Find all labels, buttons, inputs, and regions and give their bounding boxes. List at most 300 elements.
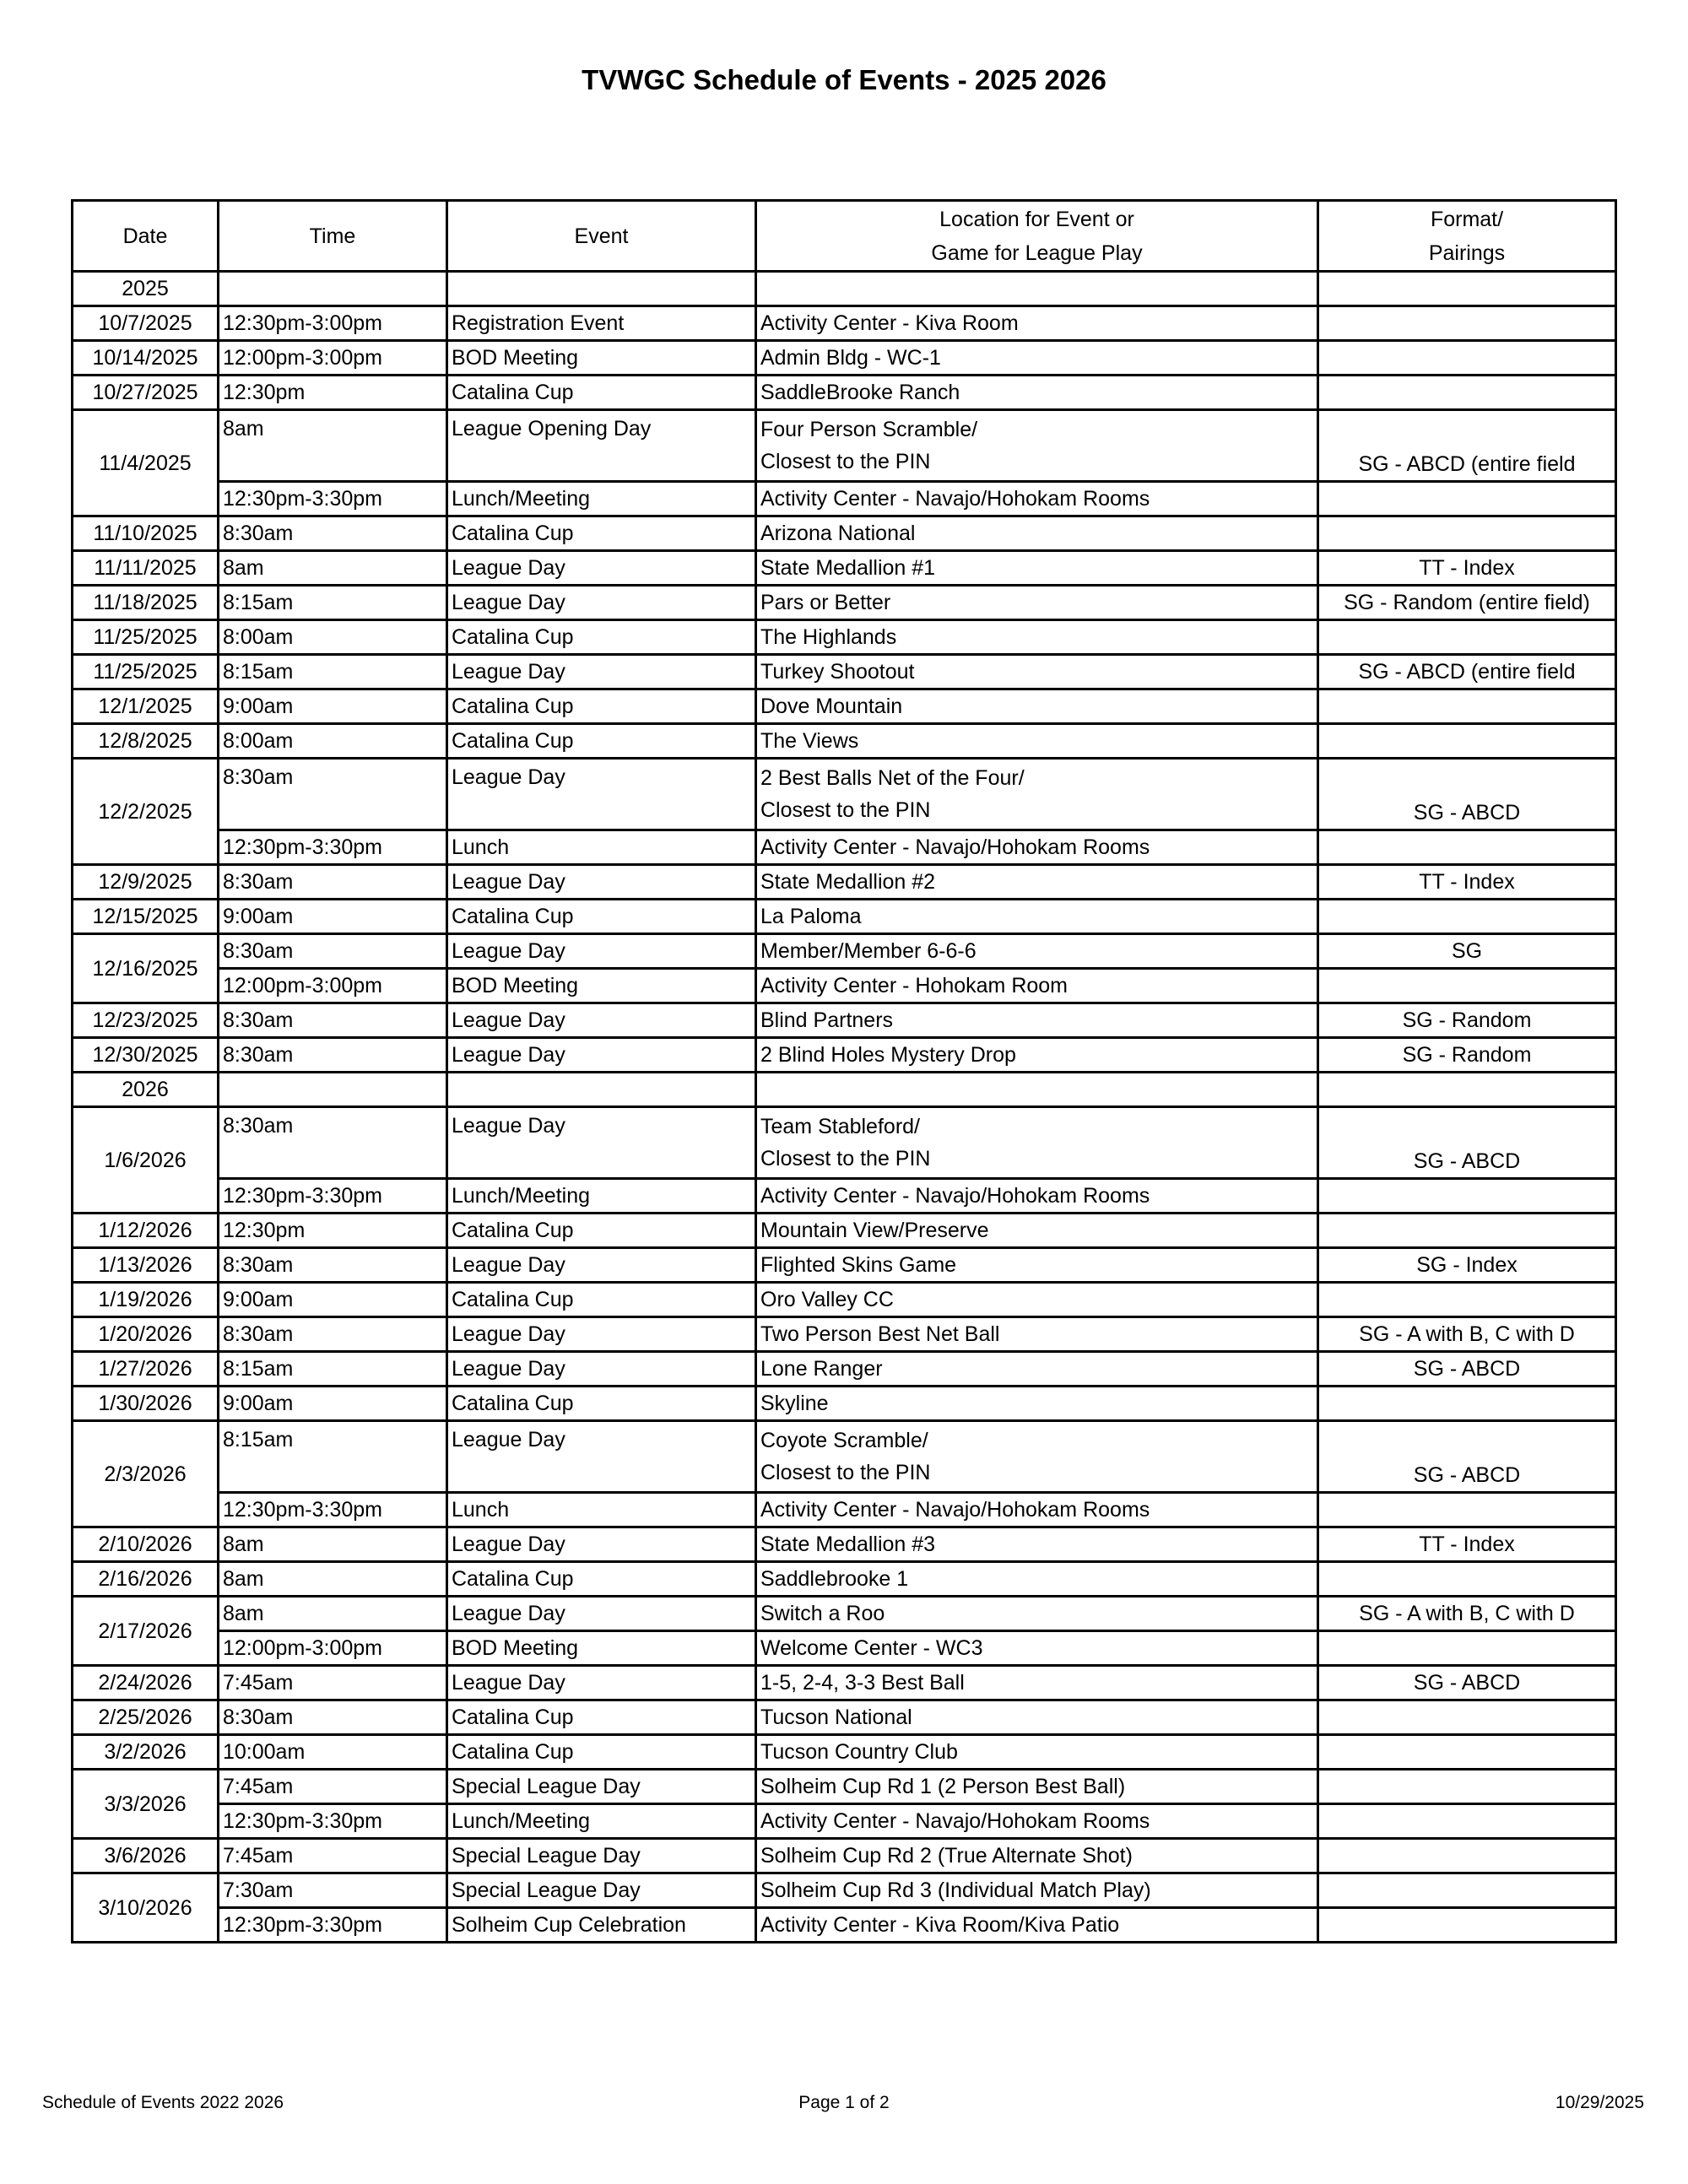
format-cell: SG - A with B, C with D	[1318, 1597, 1616, 1631]
format-cell: TT - Index	[1318, 865, 1616, 900]
event-cell: Special League Day	[447, 1839, 756, 1873]
date-cell: 2/25/2026	[73, 1700, 219, 1735]
table-row	[73, 1597, 1616, 1631]
event-cell: Solheim Cup Celebration	[447, 1908, 756, 1943]
format-cell: SG - ABCD	[1318, 1666, 1616, 1700]
location-cell	[756, 865, 1318, 900]
date-cell: 2/10/2026	[73, 1527, 219, 1562]
time-cell: 12:30pm-3:00pm	[219, 306, 447, 341]
location-line: State Medallion #1	[760, 556, 936, 580]
format-cell	[1318, 900, 1616, 934]
location-cell	[756, 1387, 1318, 1421]
event-cell: Lunch/Meeting	[447, 1804, 756, 1839]
table-row	[73, 1493, 1616, 1527]
location-cell	[756, 724, 1318, 759]
event-cell: Special League Day	[447, 1873, 756, 1908]
event-cell: League Day	[447, 865, 756, 900]
time-cell: 9:00am	[219, 689, 447, 724]
date-cell: 11/11/2025	[73, 551, 219, 586]
table-row	[73, 586, 1616, 620]
event-cell: League Opening Day	[447, 410, 756, 482]
location-cell	[756, 1770, 1318, 1804]
time-cell: 9:00am	[219, 1387, 447, 1421]
year-label: 2026	[73, 1073, 219, 1107]
date-cell: 10/7/2025	[73, 306, 219, 341]
time-cell: 7:30am	[219, 1873, 447, 1908]
format-cell	[1318, 1283, 1616, 1317]
format-cell: SG - Random	[1318, 1038, 1616, 1073]
table-row	[73, 1003, 1616, 1038]
table-row	[73, 1317, 1616, 1352]
table-row	[73, 1873, 1616, 1908]
time-cell: 12:30pm-3:30pm	[219, 1908, 447, 1943]
format-cell	[1318, 516, 1616, 551]
date-cell: 10/27/2025	[73, 376, 219, 410]
format-cell: TT - Index	[1318, 551, 1616, 586]
format-cell: SG - Index	[1318, 1248, 1616, 1283]
location-line: Closest to the PIN	[760, 1461, 931, 1484]
date-cell: 12/2/2025	[73, 759, 219, 865]
time-cell: 8:30am	[219, 759, 447, 830]
location-line: Solheim Cup Rd 3 (Individual Match Play)	[760, 1879, 1151, 1902]
table-row	[73, 969, 1616, 1003]
date-cell: 1/6/2026	[73, 1107, 219, 1214]
format-cell: SG - ABCD	[1318, 759, 1616, 830]
table-row	[73, 410, 1616, 482]
format-cell	[1318, 1387, 1616, 1421]
table-row	[73, 1387, 1616, 1421]
time-cell: 12:30pm-3:30pm	[219, 1804, 447, 1839]
format-cell	[1318, 376, 1616, 410]
footer-page-number: Page 1 of 2	[798, 2093, 890, 2112]
table-row	[73, 482, 1616, 516]
location-line: Two Person Best Net Ball	[760, 1322, 1000, 1346]
event-cell: Special League Day	[447, 1770, 756, 1804]
time-cell: 7:45am	[219, 1839, 447, 1873]
header-format-line: Pairings	[1428, 241, 1506, 265]
location-line: Switch a Roo	[760, 1602, 885, 1625]
format-cell: SG - ABCD	[1318, 1352, 1616, 1387]
table-row	[73, 655, 1616, 689]
location-cell	[756, 1248, 1318, 1283]
format-cell	[1318, 1804, 1616, 1839]
table-row	[73, 1908, 1616, 1943]
header-location	[756, 201, 1318, 272]
empty-cell	[447, 1073, 756, 1107]
location-line: 2 Best Balls Net of the Four/	[760, 766, 1025, 790]
table-row	[73, 551, 1616, 586]
format-cell	[1318, 620, 1616, 655]
event-cell: Catalina Cup	[447, 1214, 756, 1248]
location-cell	[756, 1317, 1318, 1352]
time-cell: 8:30am	[219, 1038, 447, 1073]
date-cell: 1/19/2026	[73, 1283, 219, 1317]
header-location-line: Location for Event or	[939, 207, 1134, 231]
format-cell: SG	[1318, 934, 1616, 969]
event-cell: League Day	[447, 586, 756, 620]
location-line: Mountain View/Preserve	[760, 1219, 989, 1242]
table-row	[73, 341, 1616, 376]
location-cell	[756, 759, 1318, 830]
location-line: Closest to the PIN	[760, 798, 931, 822]
format-cell: SG - ABCD	[1318, 1107, 1616, 1179]
time-cell: 12:30pm-3:30pm	[219, 482, 447, 516]
event-cell: League Day	[447, 1352, 756, 1387]
location-cell	[756, 969, 1318, 1003]
event-cell: BOD Meeting	[447, 969, 756, 1003]
time-cell: 8:30am	[219, 1248, 447, 1283]
event-cell: Registration Event	[447, 306, 756, 341]
location-line: La Paloma	[760, 905, 862, 928]
table-row	[73, 1352, 1616, 1387]
time-cell: 12:00pm-3:00pm	[219, 341, 447, 376]
time-cell: 12:00pm-3:00pm	[219, 969, 447, 1003]
location-cell	[756, 1666, 1318, 1700]
event-cell: Catalina Cup	[447, 516, 756, 551]
format-cell: SG - ABCD (entire field	[1318, 410, 1616, 482]
event-cell: League Day	[447, 655, 756, 689]
table-row	[73, 1038, 1616, 1073]
date-cell: 11/18/2025	[73, 586, 219, 620]
header-format-line: Format/	[1430, 207, 1504, 231]
event-cell: League Day	[447, 1527, 756, 1562]
location-line: Closest to the PIN	[760, 1147, 931, 1170]
location-line: Coyote Scramble/	[760, 1429, 928, 1452]
table-row	[73, 1700, 1616, 1735]
date-cell: 3/3/2026	[73, 1770, 219, 1839]
time-cell: 8:15am	[219, 1421, 447, 1493]
format-cell	[1318, 1562, 1616, 1597]
location-cell	[756, 586, 1318, 620]
date-cell: 3/2/2026	[73, 1735, 219, 1770]
date-cell: 12/9/2025	[73, 865, 219, 900]
location-cell	[756, 341, 1318, 376]
location-line: Four Person Scramble/	[760, 418, 978, 441]
location-line: Saddlebrooke 1	[760, 1567, 909, 1591]
empty-cell	[219, 272, 447, 306]
location-line: Closest to the PIN	[760, 450, 931, 473]
table-row	[73, 759, 1616, 830]
table-row	[73, 1527, 1616, 1562]
time-cell: 8:15am	[219, 655, 447, 689]
table-row	[73, 1735, 1616, 1770]
location-cell	[756, 1493, 1318, 1527]
format-cell: SG - ABCD	[1318, 1421, 1616, 1493]
time-cell: 8am	[219, 551, 447, 586]
table-row	[73, 1631, 1616, 1666]
table-row	[73, 306, 1616, 341]
year-label: 2025	[73, 272, 219, 306]
date-cell: 1/13/2026	[73, 1248, 219, 1283]
location-line: Member/Member 6-6-6	[760, 939, 977, 963]
location-cell	[756, 482, 1318, 516]
time-cell: 8:30am	[219, 1700, 447, 1735]
date-cell: 12/1/2025	[73, 689, 219, 724]
location-line: State Medallion #2	[760, 870, 936, 894]
location-cell	[756, 1527, 1318, 1562]
location-line: SaddleBrooke Ranch	[760, 381, 960, 404]
table-row	[73, 1214, 1616, 1248]
location-line: Solheim Cup Rd 1 (2 Person Best Ball)	[760, 1775, 1126, 1798]
location-line: State Medallion #3	[760, 1533, 936, 1556]
location-cell	[756, 1283, 1318, 1317]
empty-cell	[1318, 272, 1616, 306]
event-cell: Catalina Cup	[447, 1387, 756, 1421]
date-cell: 3/10/2026	[73, 1873, 219, 1943]
location-line: Solheim Cup Rd 2 (True Alternate Shot)	[760, 1844, 1133, 1868]
location-line: Blind Partners	[760, 1008, 894, 1032]
date-cell: 1/12/2026	[73, 1214, 219, 1248]
event-cell: Catalina Cup	[447, 1735, 756, 1770]
table-row	[73, 830, 1616, 865]
location-cell	[756, 551, 1318, 586]
event-cell: Catalina Cup	[447, 689, 756, 724]
location-line: Pars or Better	[760, 591, 891, 614]
empty-cell	[756, 1073, 1318, 1107]
date-cell: 1/20/2026	[73, 1317, 219, 1352]
event-cell: League Day	[447, 1666, 756, 1700]
empty-cell	[756, 272, 1318, 306]
location-line: Team Stableford/	[760, 1115, 920, 1138]
location-line: Arizona National	[760, 522, 916, 545]
header-format	[1318, 201, 1616, 272]
table-row	[73, 1248, 1616, 1283]
location-line: The Highlands	[760, 625, 897, 649]
format-cell	[1318, 1700, 1616, 1735]
date-cell: 1/30/2026	[73, 1387, 219, 1421]
location-cell	[756, 516, 1318, 551]
location-line: Activity Center - Hohokam Room	[760, 974, 1069, 997]
format-cell	[1318, 1631, 1616, 1666]
location-line: Activity Center - Navajo/Hohokam Rooms	[760, 1809, 1150, 1833]
location-line: Flighted Skins Game	[760, 1253, 957, 1277]
event-cell: Catalina Cup	[447, 1283, 756, 1317]
date-cell: 12/23/2025	[73, 1003, 219, 1038]
location-line: Activity Center - Navajo/Hohokam Rooms	[760, 1498, 1150, 1522]
format-cell	[1318, 724, 1616, 759]
event-cell: League Day	[447, 1421, 756, 1493]
table-row	[73, 865, 1616, 900]
time-cell: 8:30am	[219, 1317, 447, 1352]
date-cell: 12/8/2025	[73, 724, 219, 759]
event-cell: BOD Meeting	[447, 1631, 756, 1666]
time-cell: 8am	[219, 1527, 447, 1562]
location-cell	[756, 1179, 1318, 1214]
date-cell: 11/25/2025	[73, 655, 219, 689]
location-cell	[756, 1107, 1318, 1179]
schedule-body	[73, 272, 1616, 1943]
time-cell: 12:30pm-3:30pm	[219, 1179, 447, 1214]
date-cell: 2/17/2026	[73, 1597, 219, 1666]
empty-cell	[1318, 1073, 1616, 1107]
header-time: Time	[219, 201, 447, 272]
time-cell: 9:00am	[219, 1283, 447, 1317]
location-cell	[756, 1908, 1318, 1943]
event-cell: League Day	[447, 1003, 756, 1038]
time-cell: 8:30am	[219, 1107, 447, 1179]
location-line: Turkey Shootout	[760, 660, 915, 684]
location-line: The Views	[760, 729, 859, 753]
location-line: Activity Center - Navajo/Hohokam Rooms	[760, 835, 1150, 859]
format-cell	[1318, 689, 1616, 724]
event-cell: Catalina Cup	[447, 620, 756, 655]
location-cell	[756, 1003, 1318, 1038]
location-cell	[756, 1804, 1318, 1839]
year-row	[73, 1073, 1616, 1107]
location-cell	[756, 900, 1318, 934]
date-cell: 1/27/2026	[73, 1352, 219, 1387]
format-cell	[1318, 1214, 1616, 1248]
event-cell: League Day	[447, 1597, 756, 1631]
location-line: Dove Mountain	[760, 695, 903, 718]
event-cell: League Day	[447, 1038, 756, 1073]
location-line: Oro Valley CC	[760, 1288, 894, 1311]
location-cell	[756, 1421, 1318, 1493]
location-cell	[756, 410, 1318, 482]
time-cell: 8am	[219, 410, 447, 482]
location-cell	[756, 830, 1318, 865]
time-cell: 12:30pm-3:30pm	[219, 1493, 447, 1527]
time-cell: 8:00am	[219, 724, 447, 759]
event-cell: League Day	[447, 934, 756, 969]
table-row	[73, 1283, 1616, 1317]
time-cell: 8:00am	[219, 620, 447, 655]
table-row	[73, 516, 1616, 551]
time-cell: 8am	[219, 1597, 447, 1631]
location-line: Tucson National	[760, 1706, 912, 1729]
footer-document-name: Schedule of Events 2022 2026	[42, 2093, 284, 2112]
format-cell: SG - A with B, C with D	[1318, 1317, 1616, 1352]
format-cell	[1318, 482, 1616, 516]
time-cell: 12:00pm-3:00pm	[219, 1631, 447, 1666]
event-cell: Lunch	[447, 830, 756, 865]
event-cell: League Day	[447, 1248, 756, 1283]
location-cell	[756, 1038, 1318, 1073]
event-cell: Catalina Cup	[447, 376, 756, 410]
date-cell: 11/10/2025	[73, 516, 219, 551]
event-cell: League Day	[447, 1317, 756, 1352]
format-cell	[1318, 1908, 1616, 1943]
event-cell: Catalina Cup	[447, 724, 756, 759]
table-row	[73, 1666, 1616, 1700]
time-cell: 7:45am	[219, 1770, 447, 1804]
table-row	[73, 900, 1616, 934]
year-row	[73, 272, 1616, 306]
time-cell: 8:30am	[219, 934, 447, 969]
format-cell	[1318, 1179, 1616, 1214]
table-row	[73, 1562, 1616, 1597]
table-row	[73, 620, 1616, 655]
location-cell	[756, 1631, 1318, 1666]
header-event: Event	[447, 201, 756, 272]
format-cell	[1318, 341, 1616, 376]
location-cell	[756, 1873, 1318, 1908]
date-cell: 2/16/2026	[73, 1562, 219, 1597]
location-cell	[756, 1214, 1318, 1248]
table-row	[73, 1770, 1616, 1804]
footer-date: 10/29/2025	[1555, 2093, 1644, 2112]
table-row	[73, 1107, 1616, 1179]
date-cell: 12/15/2025	[73, 900, 219, 934]
format-cell	[1318, 1770, 1616, 1804]
table-row	[73, 1804, 1616, 1839]
location-line: Welcome Center - WC3	[760, 1636, 983, 1660]
event-cell: League Day	[447, 551, 756, 586]
empty-cell	[219, 1073, 447, 1107]
time-cell: 10:00am	[219, 1735, 447, 1770]
location-cell	[756, 689, 1318, 724]
time-cell: 8:15am	[219, 586, 447, 620]
date-cell: 11/4/2025	[73, 410, 219, 516]
location-cell	[756, 1352, 1318, 1387]
location-line: Activity Center - Kiva Room	[760, 311, 1019, 335]
table-row	[73, 934, 1616, 969]
schedule-table	[71, 199, 1617, 1943]
location-cell	[756, 620, 1318, 655]
time-cell: 8:30am	[219, 865, 447, 900]
date-cell: 12/30/2025	[73, 1038, 219, 1073]
location-cell	[756, 1597, 1318, 1631]
page-title: TVWGC Schedule of Events - 2025 2026	[582, 64, 1106, 95]
time-cell: 9:00am	[219, 900, 447, 934]
event-cell: BOD Meeting	[447, 341, 756, 376]
time-cell: 12:30pm	[219, 376, 447, 410]
date-cell: 11/25/2025	[73, 620, 219, 655]
location-line: Activity Center - Kiva Room/Kiva Patio	[760, 1913, 1120, 1937]
location-line: Activity Center - Navajo/Hohokam Rooms	[760, 487, 1150, 511]
location-line: 2 Blind Holes Mystery Drop	[760, 1043, 1016, 1067]
table-row	[73, 724, 1616, 759]
format-cell	[1318, 1493, 1616, 1527]
location-cell	[756, 376, 1318, 410]
date-cell: 3/6/2026	[73, 1839, 219, 1873]
format-cell	[1318, 1873, 1616, 1908]
empty-cell	[447, 272, 756, 306]
location-line: 1-5, 2-4, 3-3 Best Ball	[760, 1671, 965, 1695]
format-cell: SG - ABCD (entire field	[1318, 655, 1616, 689]
time-cell: 8am	[219, 1562, 447, 1597]
event-cell: Catalina Cup	[447, 1700, 756, 1735]
time-cell: 7:45am	[219, 1666, 447, 1700]
time-cell: 8:30am	[219, 1003, 447, 1038]
event-cell: Lunch/Meeting	[447, 482, 756, 516]
location-line: Lone Ranger	[760, 1357, 883, 1381]
time-cell: 12:30pm-3:30pm	[219, 830, 447, 865]
event-cell: League Day	[447, 1107, 756, 1179]
location-line: Activity Center - Navajo/Hohokam Rooms	[760, 1184, 1150, 1208]
location-cell	[756, 306, 1318, 341]
table-row	[73, 1421, 1616, 1493]
header-date: Date	[73, 201, 219, 272]
location-line: Admin Bldg - WC-1	[760, 346, 941, 370]
table-row	[73, 1179, 1616, 1214]
event-cell: League Day	[447, 759, 756, 830]
table-row	[73, 1839, 1616, 1873]
format-cell	[1318, 830, 1616, 865]
location-cell	[756, 1700, 1318, 1735]
format-cell	[1318, 969, 1616, 1003]
location-cell	[756, 1735, 1318, 1770]
event-cell: Lunch/Meeting	[447, 1179, 756, 1214]
format-cell: TT - Index	[1318, 1527, 1616, 1562]
header-location-line: Game for League Play	[931, 241, 1143, 265]
time-cell: 8:15am	[219, 1352, 447, 1387]
event-cell: Catalina Cup	[447, 1562, 756, 1597]
location-cell	[756, 1562, 1318, 1597]
format-cell: SG - Random (entire field)	[1318, 586, 1616, 620]
date-cell: 2/3/2026	[73, 1421, 219, 1527]
location-cell	[756, 655, 1318, 689]
